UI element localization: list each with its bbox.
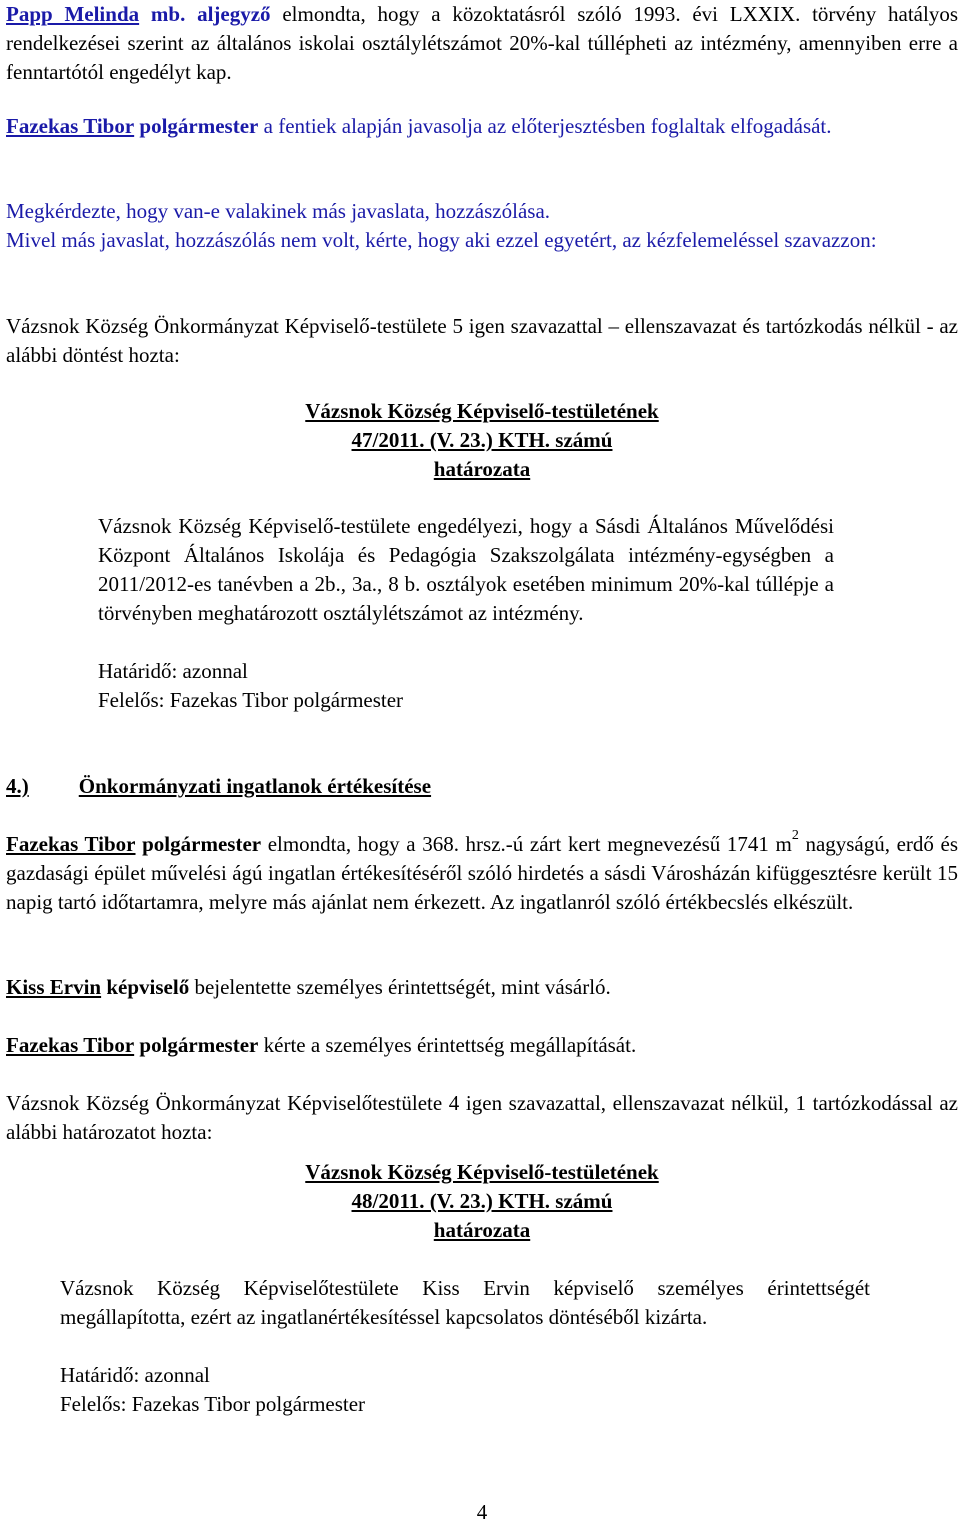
- paragraph-text: elmondta, hogy a közoktatásról szóló 1993. évi LXXIX. törvény hatályos rendelkezései szerint az általános iskolai osztálylétszámot 20%-kal túllépheti az intézmény, amennyiben erre a fenntartótól engedélyt kap.: [6, 2, 958, 84]
- intro-paragraph: [6, 0, 958, 87]
- vote-result-paragraph-2: [6, 1089, 958, 1147]
- resolution-48-body: [60, 1274, 870, 1419]
- resolution-text: Vázsnok Község Képviselő-testülete engedélyezi, hogy a Sásdi Általános Művelődési Központ Általános Iskolája és Pedagógia Szakszolgálata intézmény-egységben a 2011/2012-es tanévben a 2b., 3a., 8 b. osztályok esetében minimum 20%-kal túllépje a törvényben meghatározott osztálylétszámot az intézmény.: [98, 514, 834, 625]
- section-title: Önkormányzati ingatlanok értékesítése: [78, 774, 432, 798]
- paragraph-text: Vázsnok Község Önkormányzat Képviselő-testülete 5 igen szavazattal – ellenszavazat és tartózkodás nélkül - az alábbi döntést hozta:: [6, 314, 958, 367]
- speaker-role: polgármester: [142, 832, 262, 856]
- speaker-role: képviselő: [106, 975, 190, 999]
- resolution-deadline: Határidő: azonnal: [60, 1363, 210, 1387]
- resolution-responsible: Felelős: Fazekas Tibor polgármester: [98, 688, 404, 712]
- resolution-deadline: Határidő: azonnal: [98, 659, 248, 683]
- paragraph-text: Megkérdezte, hogy van-e valakinek más javaslata, hozzászólása.: [6, 199, 551, 223]
- resolution-label: határozata: [433, 457, 531, 481]
- speaker-name: Fazekas Tibor: [6, 1033, 135, 1057]
- vote-call-paragraph: [6, 226, 958, 255]
- paragraph-text: bejelentette személyes érintettségét, mint vásárló.: [189, 975, 611, 999]
- mayor-proposal-paragraph: [6, 112, 958, 141]
- paragraph-text: Vázsnok Község Önkormányzat Képviselőtestülete 4 igen szavazattal, ellenszavazat nélkül, 1 tartózkodással az alábbi határozatot hozta:: [6, 1091, 958, 1144]
- resolution-label: határozata: [433, 1218, 531, 1242]
- section-4-heading: [6, 772, 958, 801]
- sale-info-paragraph: [6, 830, 958, 917]
- resolution-47-heading: [6, 397, 958, 484]
- paragraph-text: a fentiek alapján javasolja az előterjesztésben foglaltak elfogadását.: [258, 114, 832, 138]
- conflict-request-paragraph: [6, 1031, 958, 1060]
- resolution-heading-line: Vázsnok Község Képviselő-testületének: [305, 399, 659, 423]
- vote-result-paragraph: [6, 312, 958, 370]
- section-number: 4.): [6, 774, 29, 798]
- paragraph-text-b: nagyságú, erdő és gazdasági épület művelési ágú ingatlan értékesítéséről szóló hirdetés a sásdi Városházán kifüggesztésre került 15 napig tartó időtartamra, melyre más ajánlat nem érkezett. Az ingatlanról szóló értékbecslés elkészült.: [6, 832, 959, 914]
- question-paragraph: [6, 197, 958, 226]
- resolution-responsible: Felelős: Fazekas Tibor polgármester: [60, 1392, 366, 1416]
- paragraph-text: kérte a személyes érintettség megállapítását.: [258, 1033, 637, 1057]
- resolution-number: 47/2011. (V. 23.) KTH. számú: [351, 428, 613, 452]
- speaker-role: polgármester: [139, 114, 259, 138]
- conflict-declaration-paragraph: [6, 973, 958, 1002]
- resolution-number: 48/2011. (V. 23.) KTH. számú: [351, 1189, 613, 1213]
- speaker-role: mb. aljegyző: [150, 2, 271, 26]
- speaker-name: Fazekas Tibor: [6, 832, 136, 856]
- paragraph-text-a: elmondta, hogy a 368. hrsz.-ú zárt kert megnevezésű 1741 m: [261, 832, 792, 856]
- speaker-name: Kiss Ervin: [6, 975, 102, 999]
- page-number: 4: [476, 1500, 488, 1524]
- paragraph-text: Mivel más javaslat, hozzászólás nem volt, kérte, hogy aki ezzel egyetért, az kézfelemeléssel szavazzon:: [6, 228, 877, 252]
- resolution-heading-line: Vázsnok Község Képviselő-testületének: [305, 1160, 659, 1184]
- superscript: 2: [791, 828, 799, 843]
- speaker-role: polgármester: [139, 1033, 259, 1057]
- resolution-text: Vázsnok Község Képviselőtestülete Kiss Ervin képviselő személyes érintettségét megállapította, ezért az ingatlanértékesítéssel kapcsolatos döntéséből kizárta.: [60, 1276, 870, 1329]
- speaker-name: Papp Melinda: [6, 2, 140, 26]
- resolution-47-body: [98, 512, 834, 715]
- speaker-name: Fazekas Tibor: [6, 114, 135, 138]
- resolution-48-heading: [6, 1158, 958, 1245]
